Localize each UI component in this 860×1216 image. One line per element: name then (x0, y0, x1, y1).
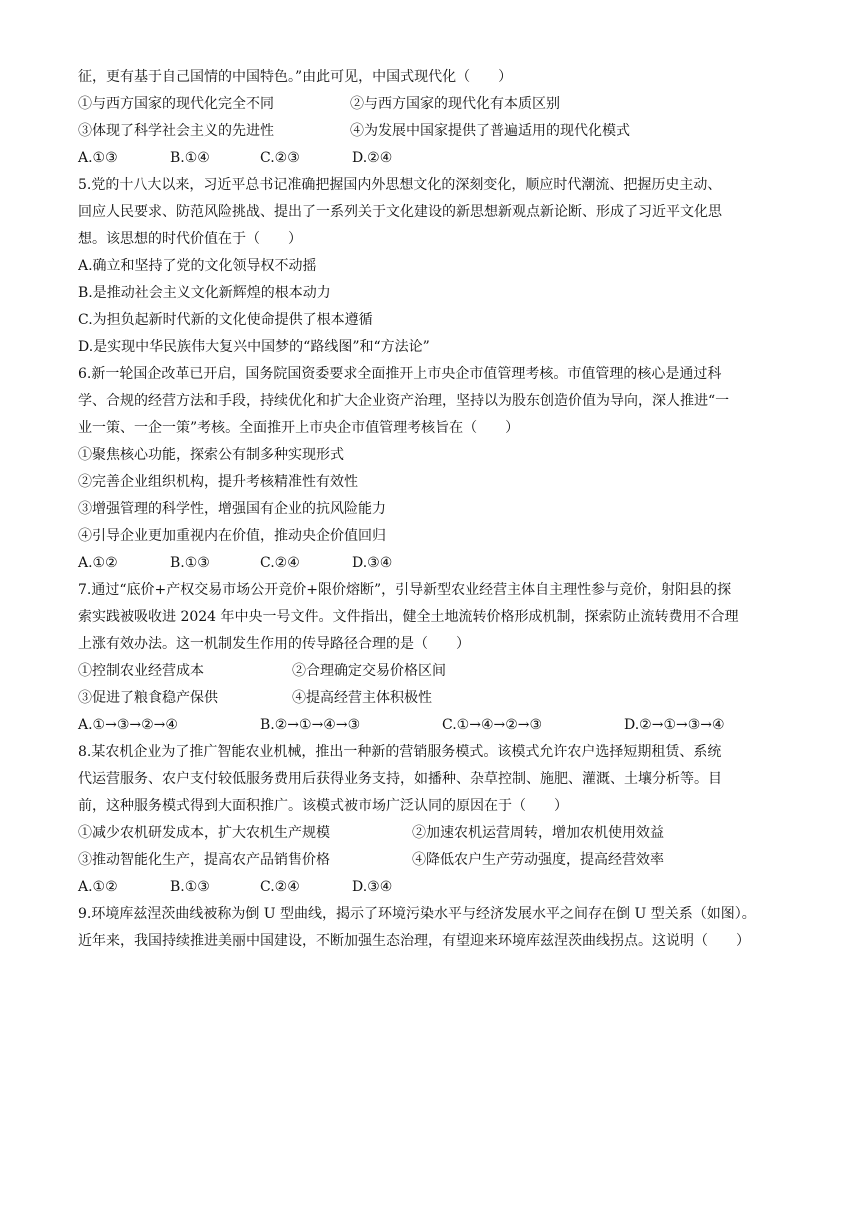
q7-stem-line-3: 上涨有效办法。这一机制发生作用的传导路径合理的是（ ） (78, 636, 470, 652)
q6-stem-line-2: 学、合规的经营方法和手段，持续优化和扩大企业资产治理，坚持以为股东创造价值为导向，深人推进“一 (78, 393, 730, 409)
q7-option-2: ②合理确定交易价格区间 (292, 663, 446, 679)
q8-choices (78, 874, 790, 901)
q7-choice-b[interactable]: B.②→①→④→③ (260, 717, 361, 733)
q4-choice-c[interactable]: C.②③ (260, 150, 300, 166)
q4-option-2: ②与西方国家的现代化有本质区别 (350, 96, 560, 112)
q7-option-4: ④提高经营主体积极性 (292, 690, 432, 706)
q4-options-row-1 (78, 91, 790, 118)
q6-stem-line-3: 业一策、一企一策”考核。全面推开上市央企市值管理考核旨在（ ） (78, 420, 520, 436)
q4-stem-tail: 征，更有基于自己国情的中国特色。”由此可见，中国式现代化（ ） (78, 69, 513, 85)
q4-choice-b[interactable]: B.①④ (170, 150, 210, 166)
q8-choice-a[interactable]: A.①② (78, 879, 118, 895)
q4-option-4: ④为发展中国家提供了普遍适用的现代化模式 (350, 123, 630, 139)
q6-item-2: ②完善企业组织机构，提升考核精准性有效性 (78, 474, 358, 490)
q8-choice-b[interactable]: B.①③ (170, 879, 210, 895)
q6-item-4: ④引导企业更加重视内在价值，推动央企价值回归 (78, 528, 386, 544)
q8-option-2: ②加速农机运营周转，增加农机使用效益 (412, 825, 664, 841)
q6-stem-line-1: 6.新一轮国企改革已开启，国务院国资委要求全面推开上市央企市值管理考核。市值管理的核心是通过科 (78, 366, 722, 382)
q7-choices (78, 712, 790, 739)
q6-item-1: ①聚焦核心功能，探索公有制多种实现形式 (78, 447, 344, 463)
q4-option-1: ①与西方国家的现代化完全不同 (78, 96, 274, 112)
q4-option-3: ③体现了科学社会主义的先进性 (78, 123, 274, 139)
q6-choice-d[interactable]: D.③④ (352, 555, 393, 571)
q8-stem-line-1: 8.某农机企业为了推广智能农业机械，推出一种新的营销服务模式。该模式允许农户选择短期租赁、系统 (78, 744, 722, 760)
q8-option-3: ③推动智能化生产，提高农产品销售价格 (78, 852, 330, 868)
q5-stem-line-1: 5.党的十八大以来，习近平总书记准确把握国内外思想文化的深刻变化，顺应时代潮流、把握历史主动、 (78, 177, 722, 193)
q8-option-4: ④降低农户生产劳动强度，提高经营效率 (412, 852, 664, 868)
q6-choice-c[interactable]: C.②④ (260, 555, 300, 571)
q7-choice-c[interactable]: C.①→④→②→③ (442, 717, 543, 733)
q7-stem-line-1: 7.通过“底价+产权交易市场公开竞价+限价熔断”，引导新型农业经营主体自主理性参与竞价，射阳县的探 (78, 582, 732, 598)
q6-choice-a[interactable]: A.①② (78, 555, 118, 571)
q7-choice-d[interactable]: D.②→①→③→④ (624, 717, 725, 733)
q8-options-row-1 (78, 820, 790, 847)
q9-stem-line-1: 9.环境库兹涅茨曲线被称为倒 U 型曲线，揭示了环境污染水平与经济发展水平之间存在倒 U 型关系（如图）。 (78, 906, 756, 922)
q7-option-1: ①控制农业经营成本 (78, 663, 204, 679)
q8-stem-line-2: 代运营服务、农户支付较低服务费用后获得业务支持，如播种、杂草控制、施肥、灌溉、土壤分析等。目 (78, 771, 722, 787)
q7-option-3: ③促进了粮食稳产保供 (78, 690, 218, 706)
q7-stem-line-2: 索实践被吸收进 2024 年中央一号文件。文件指出，健全土地流转价格形成机制，探索防止流转费用不合理 (78, 609, 739, 625)
q7-options-row-2 (78, 685, 790, 712)
q7-choice-a[interactable]: A.①→③→②→④ (78, 717, 178, 733)
q5-choice-a[interactable]: A.确立和坚持了党的文化领导权不动摇 (78, 258, 317, 274)
q8-choice-d[interactable]: D.③④ (352, 879, 393, 895)
q4-choices (78, 145, 790, 172)
q5-choice-b[interactable]: B.是推动社会主义文化新辉煌的根本动力 (78, 285, 331, 301)
q8-stem-line-3: 前，这种服务模式得到大面积推广。该模式被市场广泛认同的原因在于（ ） (78, 798, 568, 814)
q5-choice-d[interactable]: D.是实现中华民族伟大复兴中国梦的“路线图”和“方法论” (78, 339, 430, 355)
q8-choice-c[interactable]: C.②④ (260, 879, 300, 895)
exam-page (78, 64, 790, 955)
q4-choice-d[interactable]: D.②④ (352, 150, 393, 166)
q7-options-row-1 (78, 658, 790, 685)
q6-item-3: ③增强管理的科学性，增强国有企业的抗风险能力 (78, 501, 386, 517)
q4-choice-a[interactable]: A.①③ (78, 150, 118, 166)
q6-choices (78, 550, 790, 577)
q5-choice-c[interactable]: C.为担负起新时代新的文化使命提供了根本遵循 (78, 312, 373, 328)
q5-stem-line-2: 回应人民要求、防范风险挑战、提出了一系列关于文化建设的新思想新观点新论断、形成了习近平文化思 (78, 204, 722, 220)
q8-option-1: ①减少农机研发成本，扩大农机生产规模 (78, 825, 330, 841)
q8-options-row-2 (78, 847, 790, 874)
q9-stem-line-2: 近年来，我国持续推进美丽中国建设，不断加强生态治理，有望迎来环境库兹涅茨曲线拐点。这说明（ ） (78, 933, 750, 949)
q6-choice-b[interactable]: B.①③ (170, 555, 210, 571)
q4-options-row-2 (78, 118, 790, 145)
q5-stem-line-3: 想。该思想的时代价值在于（ ） (78, 231, 302, 247)
